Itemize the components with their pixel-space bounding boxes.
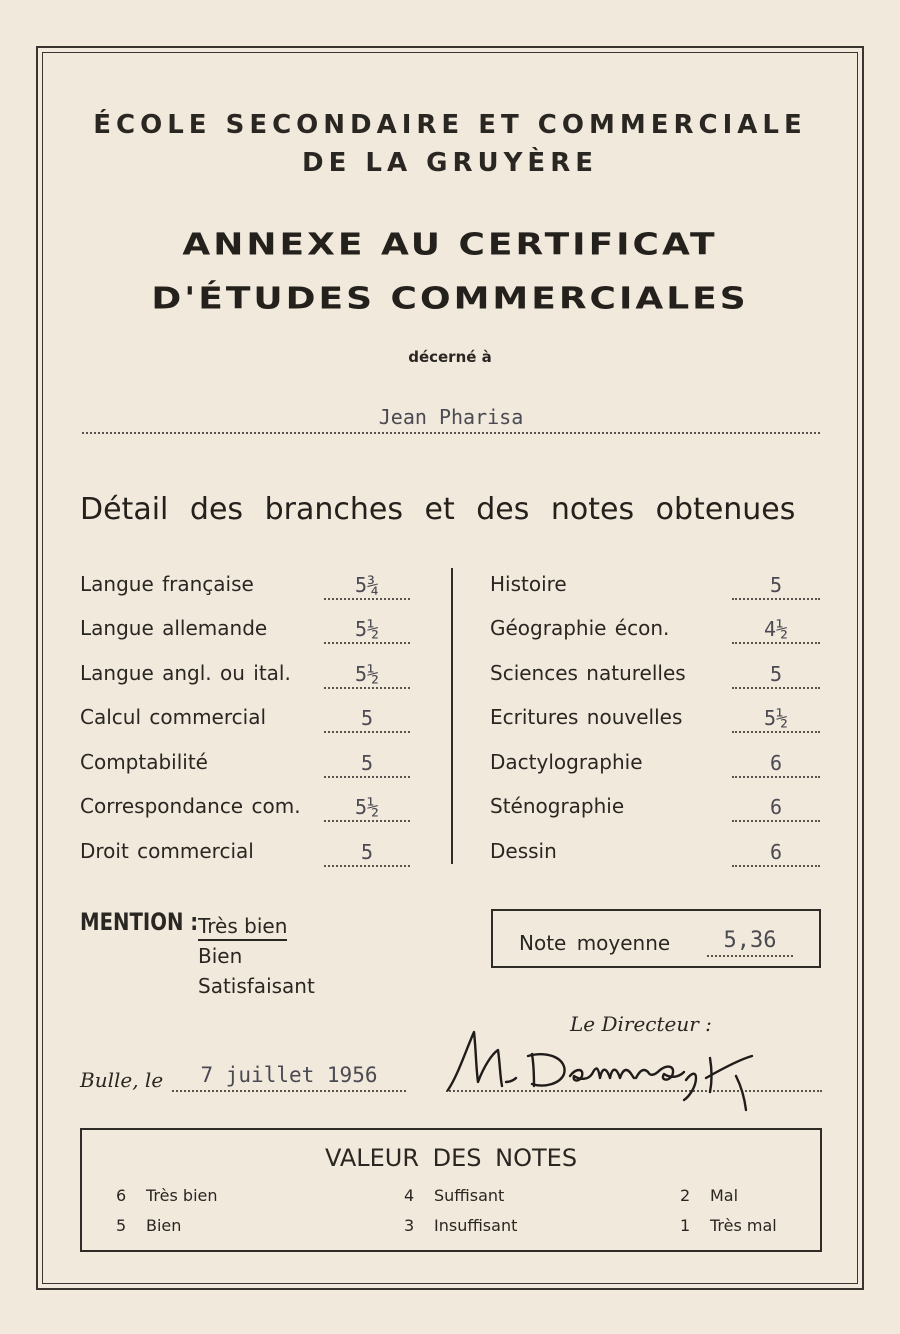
subject-grade: 5 bbox=[324, 705, 410, 733]
mention-label: MENTION : bbox=[80, 908, 199, 936]
grade-scale-label: Insuffisant bbox=[434, 1216, 518, 1235]
subject-grade: 5½ bbox=[324, 794, 410, 822]
grade-row bbox=[80, 839, 410, 869]
grade-scale-label: Mal bbox=[710, 1186, 739, 1205]
grade-scale-value: 5 bbox=[116, 1216, 127, 1235]
mention-option-satisfaisant: Satisfaisant bbox=[198, 974, 315, 998]
subject-grade: 5 bbox=[732, 661, 820, 689]
grade-scale-value: 3 bbox=[404, 1216, 415, 1235]
certificate-title-line1: ANNEXE AU CERTIFICAT bbox=[182, 227, 718, 262]
grade-row bbox=[490, 661, 820, 691]
grade-scale-item bbox=[116, 1186, 218, 1205]
grade-row bbox=[490, 572, 820, 602]
grade-scale-item bbox=[680, 1216, 777, 1235]
subject-grade: 4½ bbox=[732, 616, 820, 644]
grade-scale-item bbox=[680, 1186, 738, 1205]
grade-row bbox=[490, 616, 820, 646]
subject-grade: 5½ bbox=[732, 705, 820, 733]
grade-row bbox=[490, 750, 820, 780]
subject-grade: 5¾ bbox=[324, 572, 410, 600]
director-label: Le Directeur : bbox=[570, 1012, 712, 1036]
signature-icon bbox=[440, 1020, 770, 1120]
grade-scale-value: 4 bbox=[404, 1186, 415, 1205]
average-box bbox=[491, 909, 821, 968]
subject-grade: 5 bbox=[324, 750, 410, 778]
grade-row bbox=[80, 705, 410, 735]
grades-section-title: Détail des branches et des notes obtenues bbox=[80, 492, 796, 527]
column-divider bbox=[451, 568, 453, 864]
subject-label: Droit commercial bbox=[80, 839, 254, 863]
subject-label: Langue française bbox=[80, 572, 254, 596]
subject-grade: 5½ bbox=[324, 616, 410, 644]
subject-label: Dactylographie bbox=[490, 750, 643, 774]
subject-grade: 6 bbox=[732, 839, 820, 867]
place-label: Bulle, le bbox=[80, 1068, 164, 1092]
issue-date: 7 juillet 1956 bbox=[200, 1063, 378, 1087]
mention-option-bien: Bien bbox=[198, 944, 243, 968]
grade-scale-box bbox=[80, 1128, 822, 1252]
date-field bbox=[172, 1060, 406, 1092]
mention-option-tres-bien: Très bien bbox=[198, 914, 287, 941]
subject-grade: 5½ bbox=[324, 661, 410, 689]
grade-row bbox=[80, 794, 410, 824]
grade-scale-item bbox=[116, 1216, 181, 1235]
subject-grade: 6 bbox=[732, 750, 820, 778]
grade-scale-label: Très mal bbox=[710, 1216, 777, 1235]
subject-grade: 6 bbox=[732, 794, 820, 822]
grade-row bbox=[490, 705, 820, 735]
subject-label: Ecritures nouvelles bbox=[490, 705, 683, 729]
average-value: 5,36 bbox=[707, 927, 793, 957]
grade-row bbox=[80, 616, 410, 646]
subject-label: Géographie écon. bbox=[490, 616, 670, 640]
subject-label: Sciences naturelles bbox=[490, 661, 686, 685]
subject-grade: 5 bbox=[732, 572, 820, 600]
subject-label: Comptabilité bbox=[80, 750, 208, 774]
student-name: Jean Pharisa bbox=[378, 405, 524, 429]
grade-scale-value: 1 bbox=[680, 1216, 691, 1235]
subject-label: Langue angl. ou ital. bbox=[80, 661, 291, 685]
school-name-line1: ÉCOLE SECONDAIRE ET COMMERCIALE bbox=[93, 110, 807, 140]
grade-scale-label: Bien bbox=[146, 1216, 182, 1235]
subject-label: Correspondance com. bbox=[80, 794, 301, 818]
subject-label: Langue allemande bbox=[80, 616, 268, 640]
grade-scale-label: Très bien bbox=[146, 1186, 218, 1205]
grade-row bbox=[80, 661, 410, 691]
subject-label: Histoire bbox=[490, 572, 567, 596]
average-label: Note moyenne bbox=[519, 931, 671, 955]
grade-scale-value: 6 bbox=[116, 1186, 127, 1205]
grade-row bbox=[80, 750, 410, 780]
grade-scale-value: 2 bbox=[680, 1186, 691, 1205]
subject-grade: 5 bbox=[324, 839, 410, 867]
grade-row bbox=[80, 572, 410, 602]
subject-label: Sténographie bbox=[490, 794, 625, 818]
grade-row bbox=[490, 839, 820, 869]
grade-scale-item bbox=[404, 1186, 504, 1205]
awarded-to-label: décerné à bbox=[408, 348, 492, 366]
grade-scale-label: Suffisant bbox=[434, 1186, 505, 1205]
certificate-title-line2: D'ÉTUDES COMMERCIALES bbox=[151, 281, 749, 316]
school-name-line2: DE LA GRUYÈRE bbox=[302, 148, 598, 178]
subject-label: Dessin bbox=[490, 839, 557, 863]
grade-scale-title: VALEUR DES NOTES bbox=[324, 1144, 578, 1172]
director-signature bbox=[440, 1020, 770, 1124]
grade-scale-item bbox=[404, 1216, 517, 1235]
student-name-field bbox=[82, 400, 820, 434]
grade-row bbox=[490, 794, 820, 824]
subject-label: Calcul commercial bbox=[80, 705, 267, 729]
